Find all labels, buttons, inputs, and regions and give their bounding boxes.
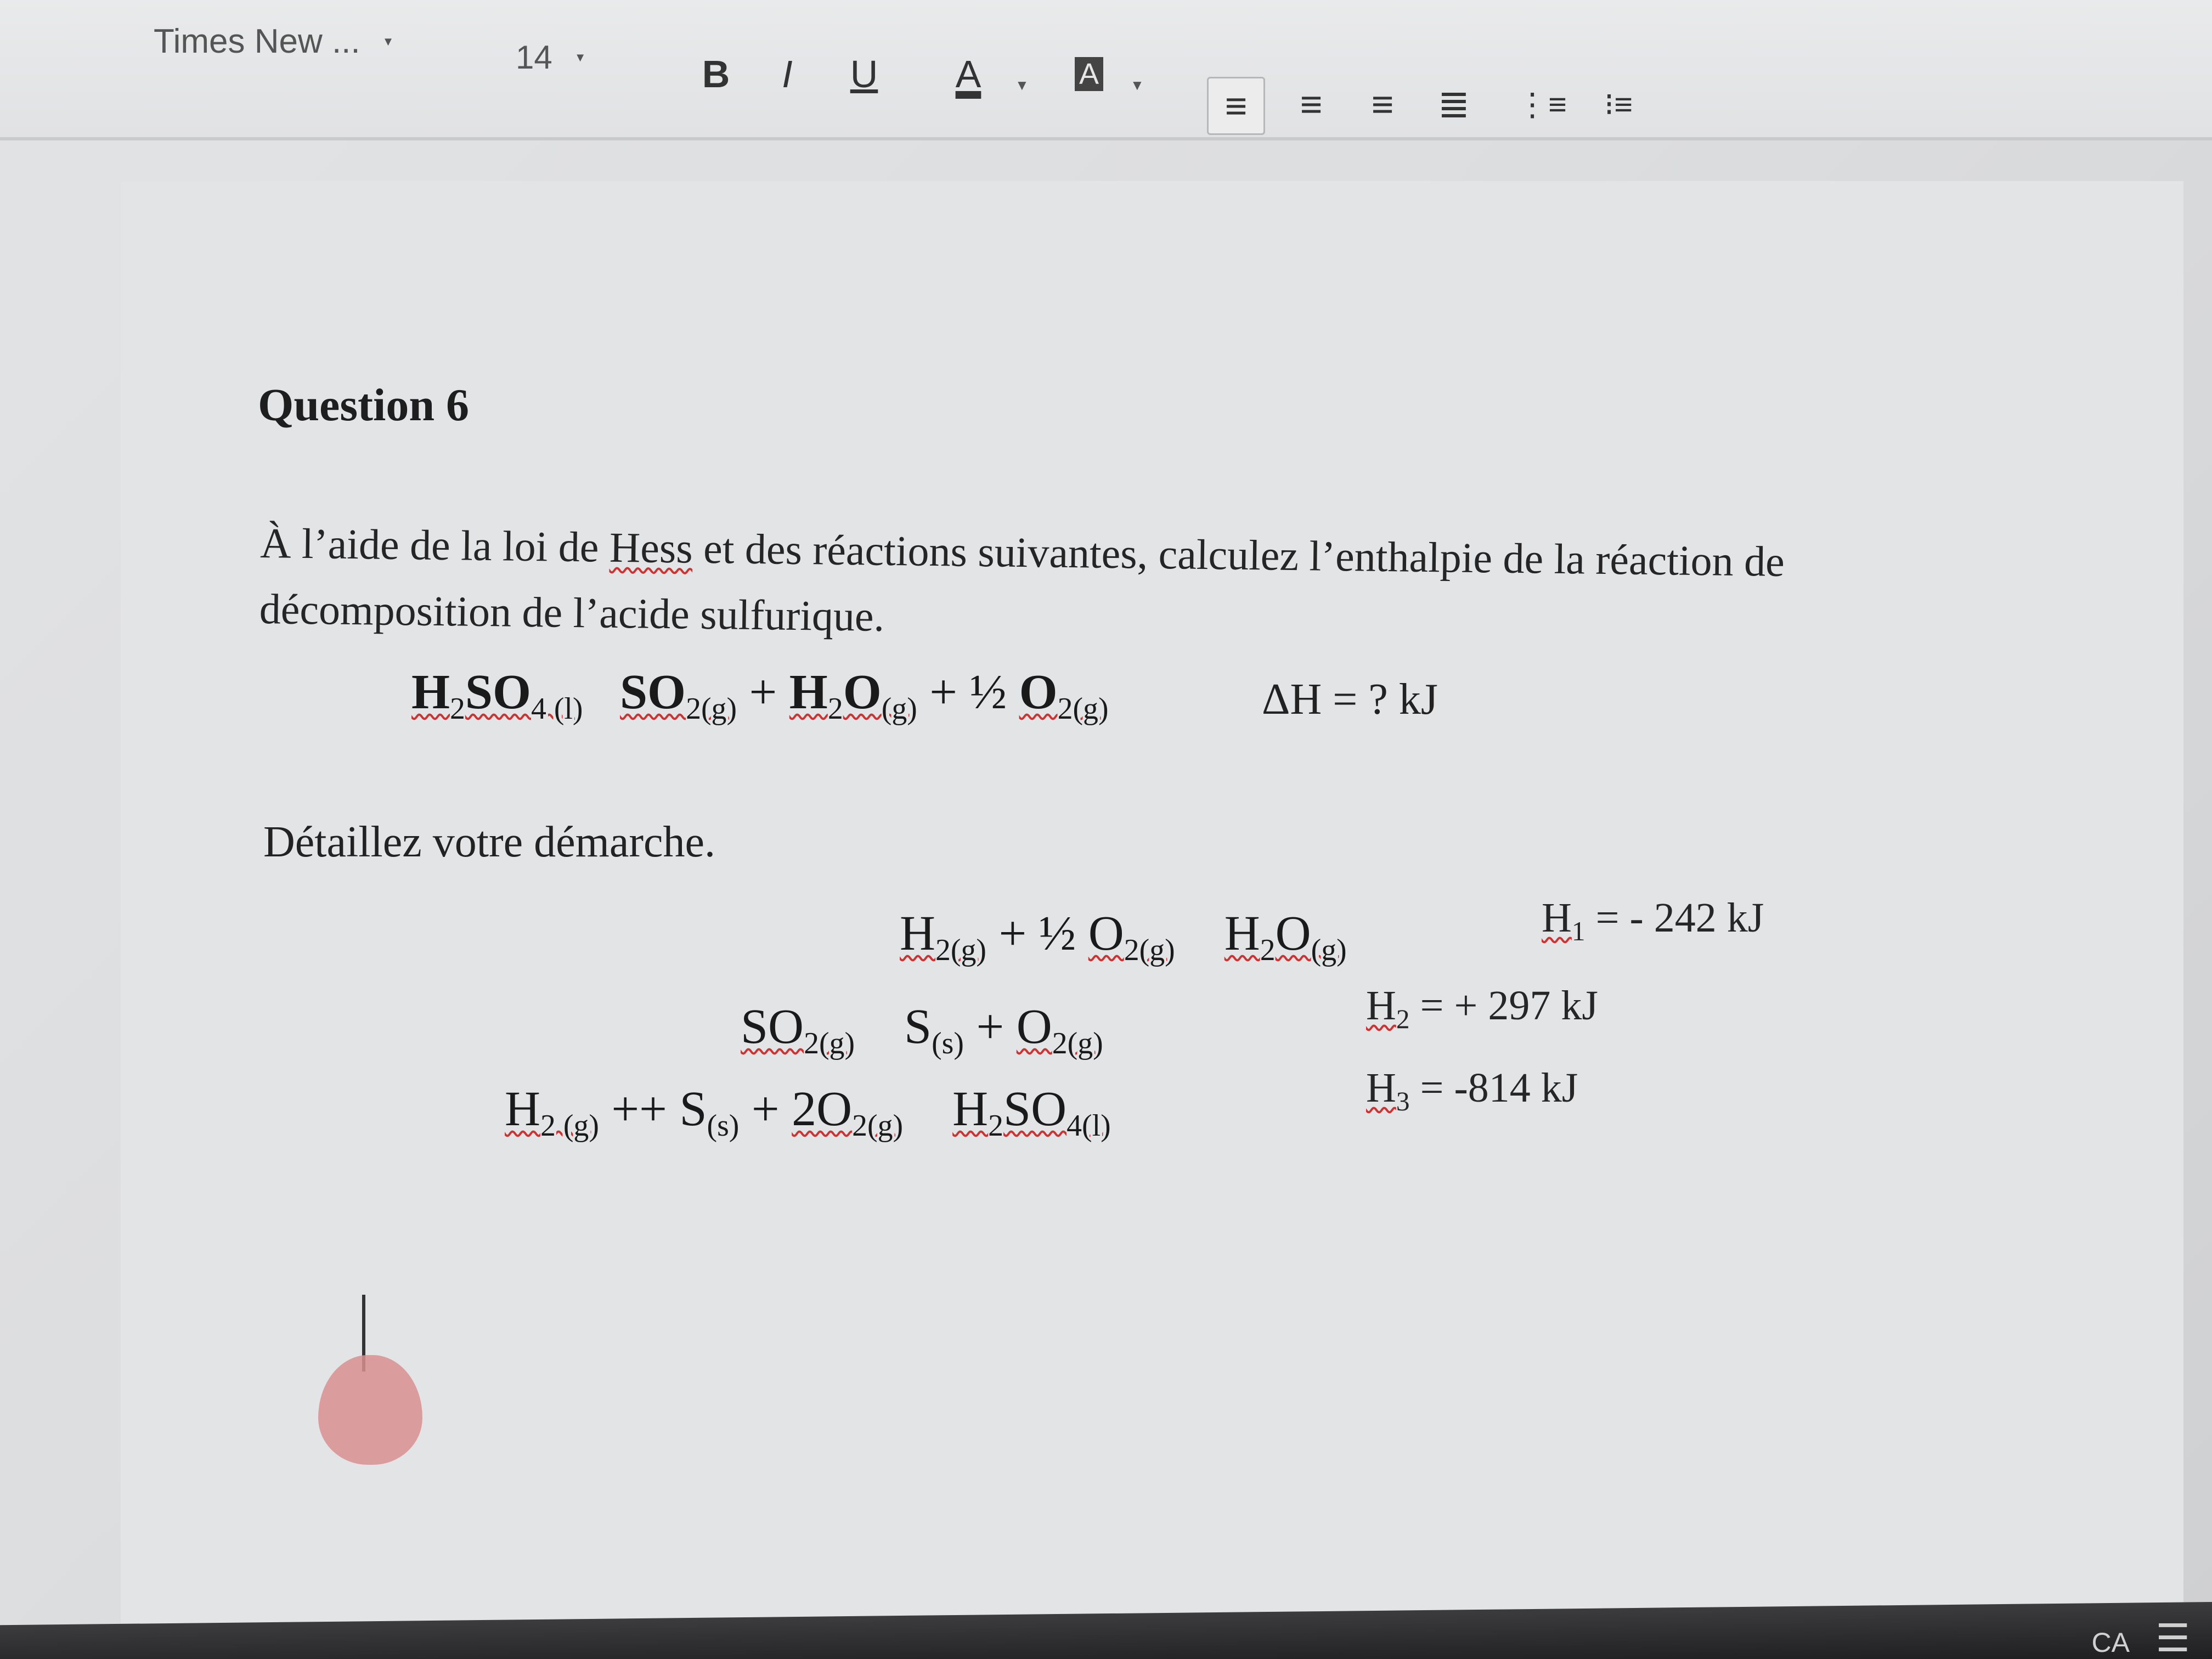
chevron-down-icon: ▼	[382, 34, 394, 48]
font-size-value: 14	[516, 39, 552, 76]
species: $O_{2(g)}$	[1016, 1000, 1103, 1060]
italic-button[interactable]: I	[782, 53, 793, 95]
intro-text-start: À l’aide de la loi de	[259, 518, 610, 571]
plus-half: + ½	[986, 906, 1088, 961]
align-left-icon[interactable]: ≡	[1207, 77, 1265, 135]
chevron-down-icon[interactable]: ▼	[1130, 77, 1144, 93]
product-so2: $SO_{2(g)}$	[620, 665, 737, 726]
species: $S_{(s)}$	[904, 1000, 964, 1060]
intro-text-end: et des réactions suivantes, calculez l’enthalpie de la réaction de	[692, 524, 1785, 585]
align-right-icon[interactable]: ≡	[1371, 83, 1394, 126]
product-h2o: $H_2O_{(g)}$	[789, 665, 917, 726]
species: $H_{2(g)}$	[900, 906, 986, 967]
species: $2O_{2(g)}$	[792, 1082, 904, 1143]
species: $SO_{2(g)}$	[741, 1000, 855, 1060]
enthalpy-label: $H_3$	[1366, 1065, 1410, 1117]
half-coefficient: ½	[969, 665, 1019, 719]
document-page[interactable]	[121, 181, 2183, 1640]
reaction-step-3	[505, 1081, 1111, 1143]
reactant-h2so4: $H_2SO_{4 (l)}$	[411, 665, 583, 726]
species: $S_{(s)}$	[679, 1082, 740, 1143]
reaction-step-2	[741, 998, 1103, 1061]
enthalpy-label: $H_1$	[1542, 895, 1585, 947]
align-center-icon[interactable]: ≡	[1300, 83, 1323, 126]
spellcheck-word-hess: Hess	[609, 523, 693, 572]
intro-line-2: décomposition de l’acide sulfurique.	[259, 584, 885, 640]
bold-button[interactable]: B	[702, 53, 730, 95]
font-family-select[interactable]	[154, 22, 394, 61]
notification-icon[interactable]: ☰	[2155, 1616, 2190, 1659]
enthalpy-label: $H_2$	[1366, 983, 1410, 1035]
reaction-step-1	[900, 905, 1347, 968]
formatting-toolbar	[0, 0, 2212, 140]
plus-sign: +	[739, 1082, 792, 1136]
highlight-label: A	[1075, 57, 1103, 91]
main-reaction	[411, 664, 1109, 726]
detail-prompt: Détaillez votre démarche.	[263, 818, 715, 866]
enthalpy-h3	[1366, 1064, 1578, 1117]
species: $H_2O_{(g)}$	[1224, 906, 1347, 967]
species: $H_{2 (g)}$	[505, 1082, 599, 1143]
font-size-select[interactable]	[516, 38, 586, 76]
enthalpy-h2	[1366, 982, 1598, 1035]
highlight-color-button[interactable]	[1059, 44, 1119, 104]
enthalpy-value: = + 297 kJ	[1409, 983, 1598, 1029]
main-enthalpy: ΔH = ? kJ	[1262, 675, 1438, 724]
plus-sign: +	[749, 665, 789, 719]
chevron-down-icon[interactable]: ▼	[1015, 77, 1029, 93]
numbered-list-icon[interactable]: ⋮≡	[1516, 87, 1567, 122]
species: $O_{2(g)}$	[1088, 906, 1175, 967]
enthalpy-value: = - 242 kJ	[1585, 895, 1764, 941]
plus-sign: +	[963, 1000, 1017, 1054]
enthalpy-h1	[1542, 894, 1764, 947]
question-title: Question 6	[258, 380, 470, 431]
cursor-drop-marker	[318, 1355, 422, 1465]
plus-sign: +	[929, 665, 970, 719]
underline-button[interactable]: U	[850, 53, 878, 95]
tray-text: CA	[2091, 1627, 2130, 1658]
bulleted-list-icon[interactable]: ⁝≡	[1604, 87, 1633, 122]
text-color-button[interactable]: A	[955, 53, 981, 95]
font-family-value: Times New ...	[154, 22, 360, 60]
chevron-down-icon: ▼	[574, 50, 586, 64]
species: $H_2SO_{4(l)}$	[952, 1082, 1111, 1143]
enthalpy-value: = -814 kJ	[1409, 1065, 1578, 1111]
plus-sign: ++	[599, 1082, 680, 1136]
question-text	[259, 510, 2016, 663]
product-o2: $O_{2(g)}$	[1019, 665, 1109, 726]
align-justify-icon[interactable]: ≣	[1437, 83, 1470, 126]
